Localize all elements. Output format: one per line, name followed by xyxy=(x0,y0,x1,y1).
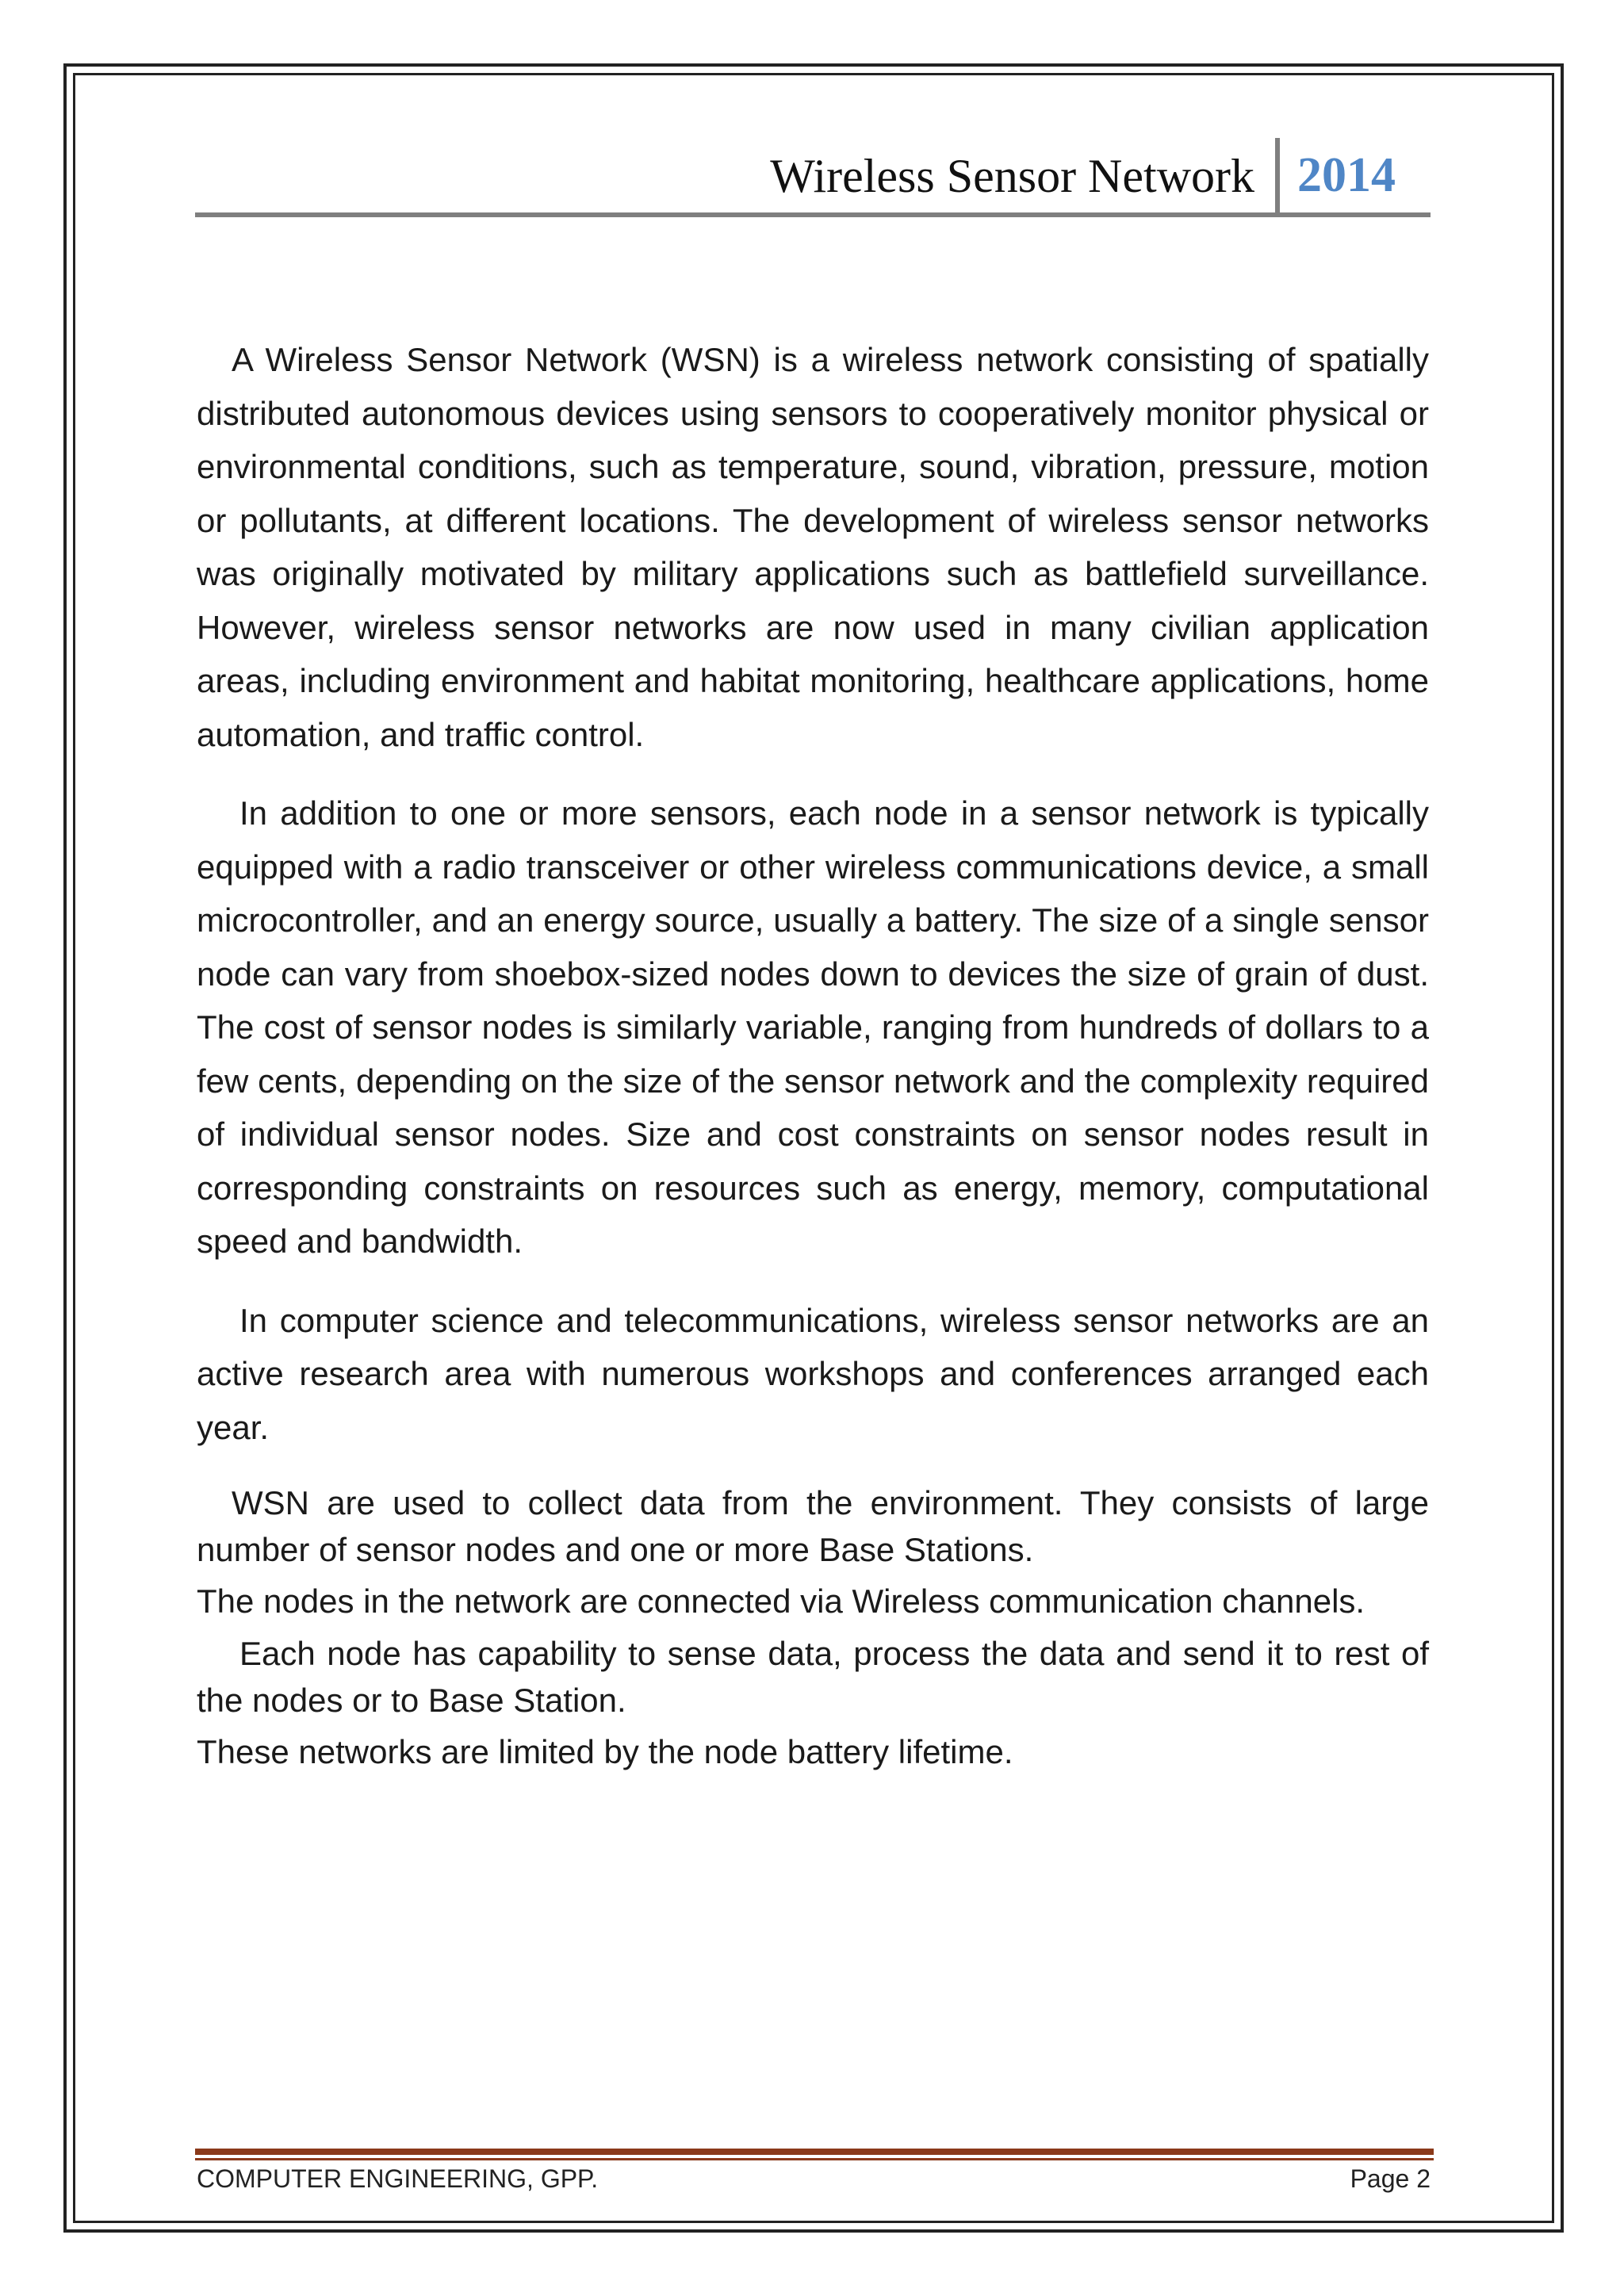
paragraph-connection: The nodes in the network are connected via Wireless communication channels. xyxy=(197,1582,1365,1620)
paragraph-battery-limit: These networks are limited by the node battery lifetime. xyxy=(197,1733,1013,1770)
paragraph-research-area: In computer science and telecommunications, wireless sensor networks are an active research area with numerous workshops and conferences arranged each year. xyxy=(197,1301,1429,1446)
paragraph-data-collection: WSN are used to collect data from the environment. They consists of large number of sensor nodes and one or more Base Stations. xyxy=(197,1484,1429,1568)
footer-page-number: Page 2 xyxy=(1350,2164,1431,2193)
footer-rule-thick xyxy=(195,2149,1434,2155)
header-divider xyxy=(1275,138,1280,217)
footer-department: COMPUTER ENGINEERING, GPP. xyxy=(197,2164,599,2193)
header-rule xyxy=(195,212,1431,217)
paragraph-node-capability: Each node has capability to sense data, process the data and send it to rest of the nodes or to Base Station. xyxy=(197,1635,1429,1719)
header-title: Wireless Sensor Network xyxy=(770,150,1254,202)
header-year: 2014 xyxy=(1297,148,1396,202)
footer-rule-thin xyxy=(195,2158,1434,2160)
page-header xyxy=(195,135,1431,219)
page-body xyxy=(197,333,1429,1781)
paragraph-node-components: In addition to one or more sensors, each node in a sensor network is typically equipped with a radio transceiver or other wireless communications device, a small microcontroller, and an energy source, usually a battery. The size of a single sensor node can vary from shoebox-sized nodes down to devices the size of grain of dust. The cost of sensor nodes is similarly variable, ranging from hundreds of dollars to a few cents, depending on the size of the sensor network and the complexity required of individual sensor nodes. Size and cost constraints on sensor nodes result in corresponding constraints on resources such as energy, memory, computational speed and bandwidth. xyxy=(197,794,1429,1260)
paragraph-wsn-definition: A Wireless Sensor Network (WSN) is a wireless network consisting of spatially distributed autonomous devices using sensors to cooperatively monitor physical or environmental conditions, such as temperature, sound, vibration, pressure, motion or pollutants, at different locations. The development of wireless sensor networks was originally motivated by military applications such as battlefield surveillance. However, wireless sensor networks are now used in many civilian application areas, including environment and habitat monitoring, healthcare applications, home automation, and traffic control. xyxy=(197,341,1429,753)
